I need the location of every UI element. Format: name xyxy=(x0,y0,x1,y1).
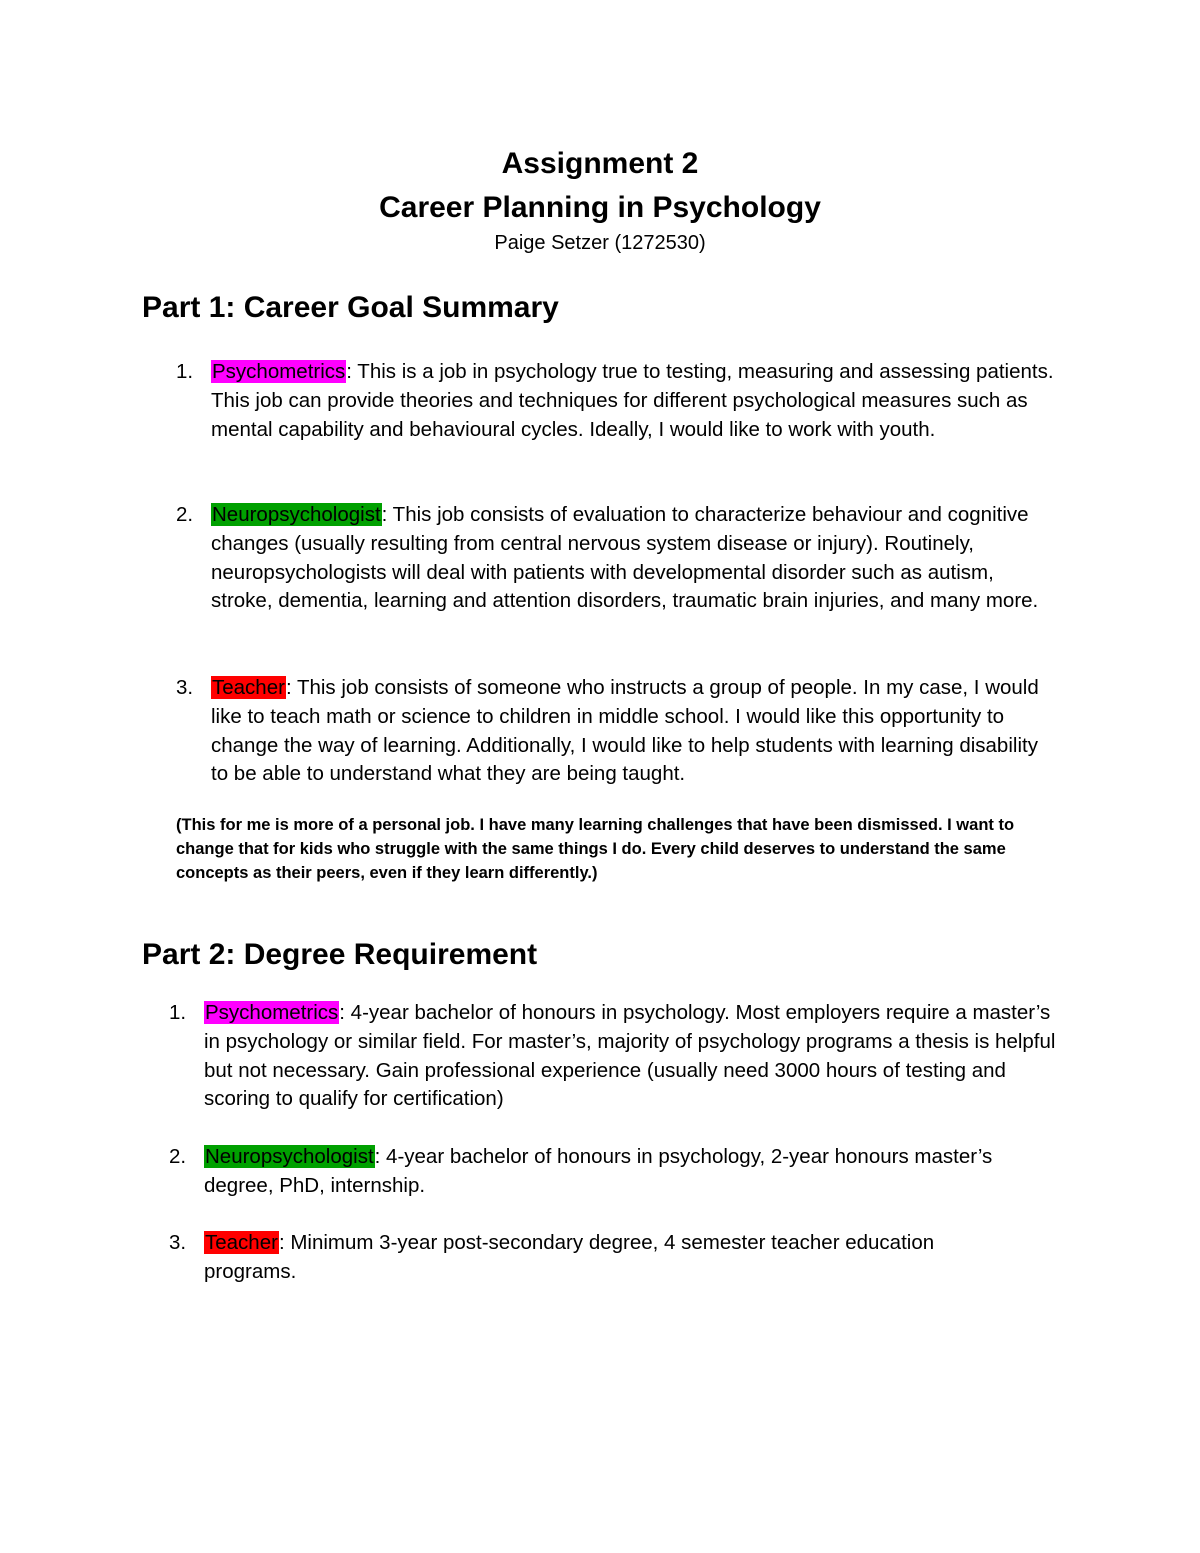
highlighted-term-psychometrics: Psychometrics xyxy=(212,360,346,383)
part2-heading: Part 2: Degree Requirement xyxy=(142,938,538,971)
part1-item-3 xyxy=(176,674,1041,789)
highlighted-term-teacher: Teacher xyxy=(205,1231,278,1254)
document-subtitle: Career Planning in Psychology xyxy=(379,191,821,224)
highlighted-term-teacher: Teacher xyxy=(212,676,285,699)
item-number: 1. xyxy=(169,1001,187,1024)
item-number: 3. xyxy=(169,1231,187,1254)
part1-item-1 xyxy=(176,358,1056,444)
part2-item-1 xyxy=(169,999,1064,1114)
item-description: : Minimum 3-year post-secondary degree, 4 semester teacher education programs. xyxy=(204,1231,935,1283)
item-description: : This job consists of someone who instructs a group of people. In my case, I would like to teach math or science to children in middle school. I would like this opportunity to change the way of learning. Additionally, I would like to help students with learning disability to be able to understand what they are being taught. xyxy=(211,676,1039,786)
personal-note: (This for me is more of a personal job. I have many learning challenges that have been dismissed. I want to change that for kids who struggle with the same things I do. Every child deserves to understand the same concepts as their peers, even if they learn differently.) xyxy=(176,816,1015,882)
part2-item-2 xyxy=(169,1143,1044,1201)
item-description: : This job consists of evaluation to characterize behaviour and cognitive changes (usually resulting from central nervous system disease or injury). Routinely, neuropsychologists will deal with patients with developmental disorder such as autism, stroke, dementia, learning and attention disorders, traumatic brain injuries, and many more. xyxy=(211,503,1039,613)
document-title: Assignment 2 xyxy=(501,147,699,180)
part1-item-2 xyxy=(176,501,1056,616)
part2-item-3 xyxy=(169,1229,1004,1287)
highlighted-term-neuropsychologist: Neuropsychologist xyxy=(212,503,381,526)
item-description: : This is a job in psychology true to testing, measuring and assessing patients. This job can provide theories and techniques for different psychological measures such as mental capability and behavioural cycles. Ideally, I would like to work with youth. xyxy=(211,360,1054,441)
highlighted-term-psychometrics: Psychometrics xyxy=(205,1001,339,1024)
document-author: Paige Setzer (1272530) xyxy=(494,232,706,254)
item-number: 3. xyxy=(176,676,194,699)
part1-heading: Part 1: Career Goal Summary xyxy=(142,291,559,324)
item-description: : 4-year bachelor of honours in psychology, 2-year honours master’s degree, PhD, internship. xyxy=(204,1145,993,1197)
item-number: 2. xyxy=(169,1145,187,1168)
item-number: 1. xyxy=(176,360,194,383)
item-number: 2. xyxy=(176,503,194,526)
item-description: : 4-year bachelor of honours in psychology. Most employers require a master’s in psychology or similar field. For master’s, majority of psychology programs a thesis is helpful but not necessary. Gain professional experience (usually need 3000 hours of testing and scoring to qualify for certification) xyxy=(204,1001,1056,1111)
highlighted-term-neuropsychologist: Neuropsychologist xyxy=(205,1145,374,1168)
